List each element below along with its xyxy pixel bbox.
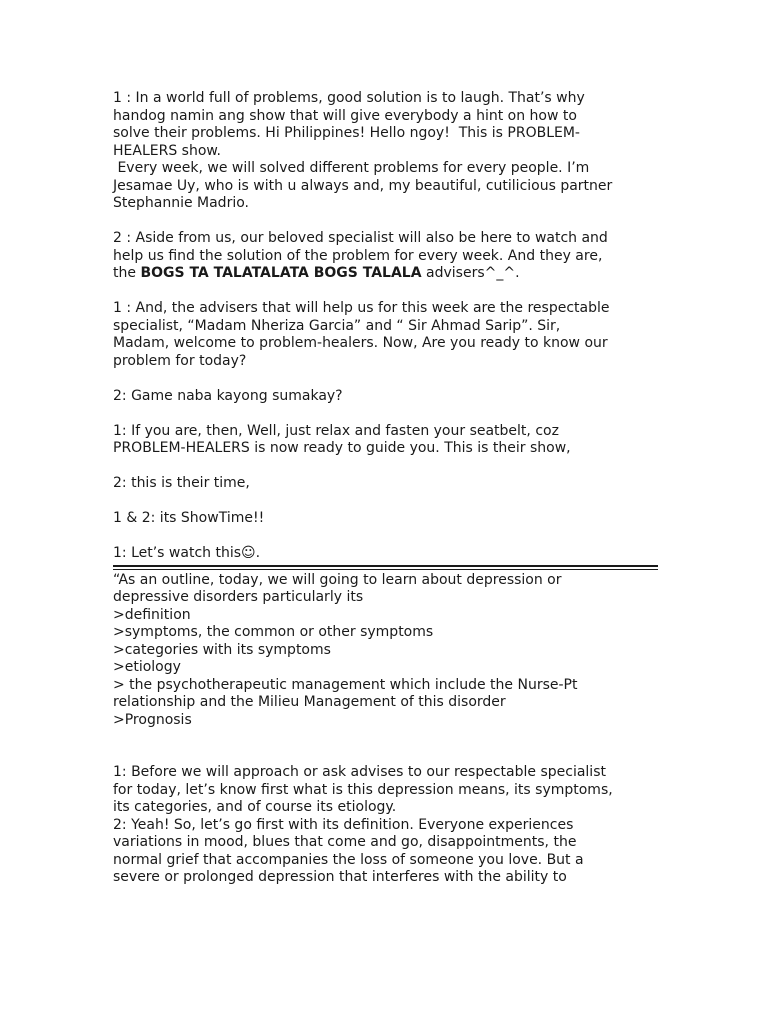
outline-item: >Prognosis	[113, 711, 192, 728]
text-line: help us find the solution of the problem for every week. And they are,	[113, 247, 603, 264]
text-line: 1 : In a world full of problems, good solution is to laugh. That’s why	[113, 90, 585, 106]
paragraph-gap	[113, 213, 658, 231]
outline-item: >definition	[113, 606, 191, 623]
text-line: Stephannie Madrio.	[113, 195, 249, 211]
bold-group-name: BOGS TA TALATALATA BOGS TALALA	[140, 265, 422, 281]
paragraph-gap	[113, 283, 658, 301]
paragraph-gap	[113, 493, 658, 511]
text-line: “As an outline, today, we will going to learn about depression or	[113, 571, 562, 588]
text-line: 1: Before we will approach or ask advises to our respectable specialist	[113, 764, 606, 780]
text-span: the	[113, 265, 141, 281]
text-line: Jesamae Uy, who is with u always and, my beautiful, cutilicious partner	[113, 177, 613, 194]
text-line: specialist, “Madam Nheriza Garcia” and “ Sir Ahmad Sarip”. Sir,	[113, 317, 561, 334]
paragraph-gap	[113, 405, 658, 423]
text-line: solve their problems. Hi Philippines! Hello ngoy! This is PROBLEM-	[113, 125, 580, 141]
script-paragraph-7: 1 & 2: its ShowTime!!	[113, 510, 265, 526]
paragraph-gap	[113, 458, 658, 476]
outline-item-continuation: relationship and the Milieu Management of this disorder	[113, 694, 506, 710]
script-paragraph-2	[113, 230, 658, 283]
text-line: 2 : Aside from us, our beloved specialist will also be here to watch and	[113, 230, 608, 246]
script-paragraph-6: 2: this is their time,	[113, 475, 250, 491]
text-line: for today, let’s know first what is this depression means, its symptoms,	[113, 781, 613, 798]
text-line: Every week, we will solved different problems for every people. I’m	[113, 160, 590, 176]
text-line: PROBLEM-HEALERS is now ready to guide you. This is their show,	[113, 440, 571, 456]
script-paragraph-4: 2: Game naba kayong sumakay?	[113, 387, 343, 404]
paragraph-gap	[113, 370, 658, 388]
text-line: normal grief that accompanies the loss of someone you love. But a	[113, 851, 584, 868]
double-rule-divider	[113, 565, 658, 570]
text-line: depressive disorders particularly its	[113, 589, 364, 605]
paragraph-gap	[113, 528, 658, 546]
outline-item: >symptoms, the common or other symptoms	[113, 624, 434, 640]
dialogue-section	[113, 764, 658, 887]
text-line: variations in mood, blues that come and go, disappointments, the	[113, 834, 577, 850]
document-page	[113, 90, 658, 887]
outline-item: >categories with its symptoms	[113, 641, 331, 658]
outline-section	[113, 572, 658, 730]
script-paragraph-5	[113, 423, 658, 458]
text-line: handog namin ang show that will give everybody a hint on how to	[113, 107, 577, 124]
text-span: advisers^_^.	[421, 265, 520, 281]
text-line-with-bold	[113, 265, 658, 283]
text-line: its categories, and of course its etiology.	[113, 799, 397, 815]
text-line: 1: If you are, then, Well, just relax and fasten your seatbelt, coz	[113, 422, 559, 439]
text-line: 2: Yeah! So, let’s go first with its definition. Everyone experiences	[113, 816, 574, 833]
text-line: 1 : And, the advisers that will help us for this week are the respectable	[113, 300, 610, 316]
text-line: severe or prolonged depression that interferes with the ability to	[113, 869, 567, 885]
script-paragraph-3	[113, 300, 658, 370]
text-line: HEALERS show.	[113, 142, 222, 159]
script-paragraph-1	[113, 90, 658, 213]
text-line: Madam, welcome to problem-healers. Now, Are you ready to know our	[113, 335, 608, 351]
section-gap	[113, 729, 658, 764]
script-paragraph-8: 1: Let’s watch this☺.	[113, 545, 261, 561]
text-line: problem for today?	[113, 352, 247, 369]
outline-item: >etiology	[113, 659, 181, 675]
outline-item: > the psychotherapeutic management which include the Nurse-Pt	[113, 676, 578, 693]
